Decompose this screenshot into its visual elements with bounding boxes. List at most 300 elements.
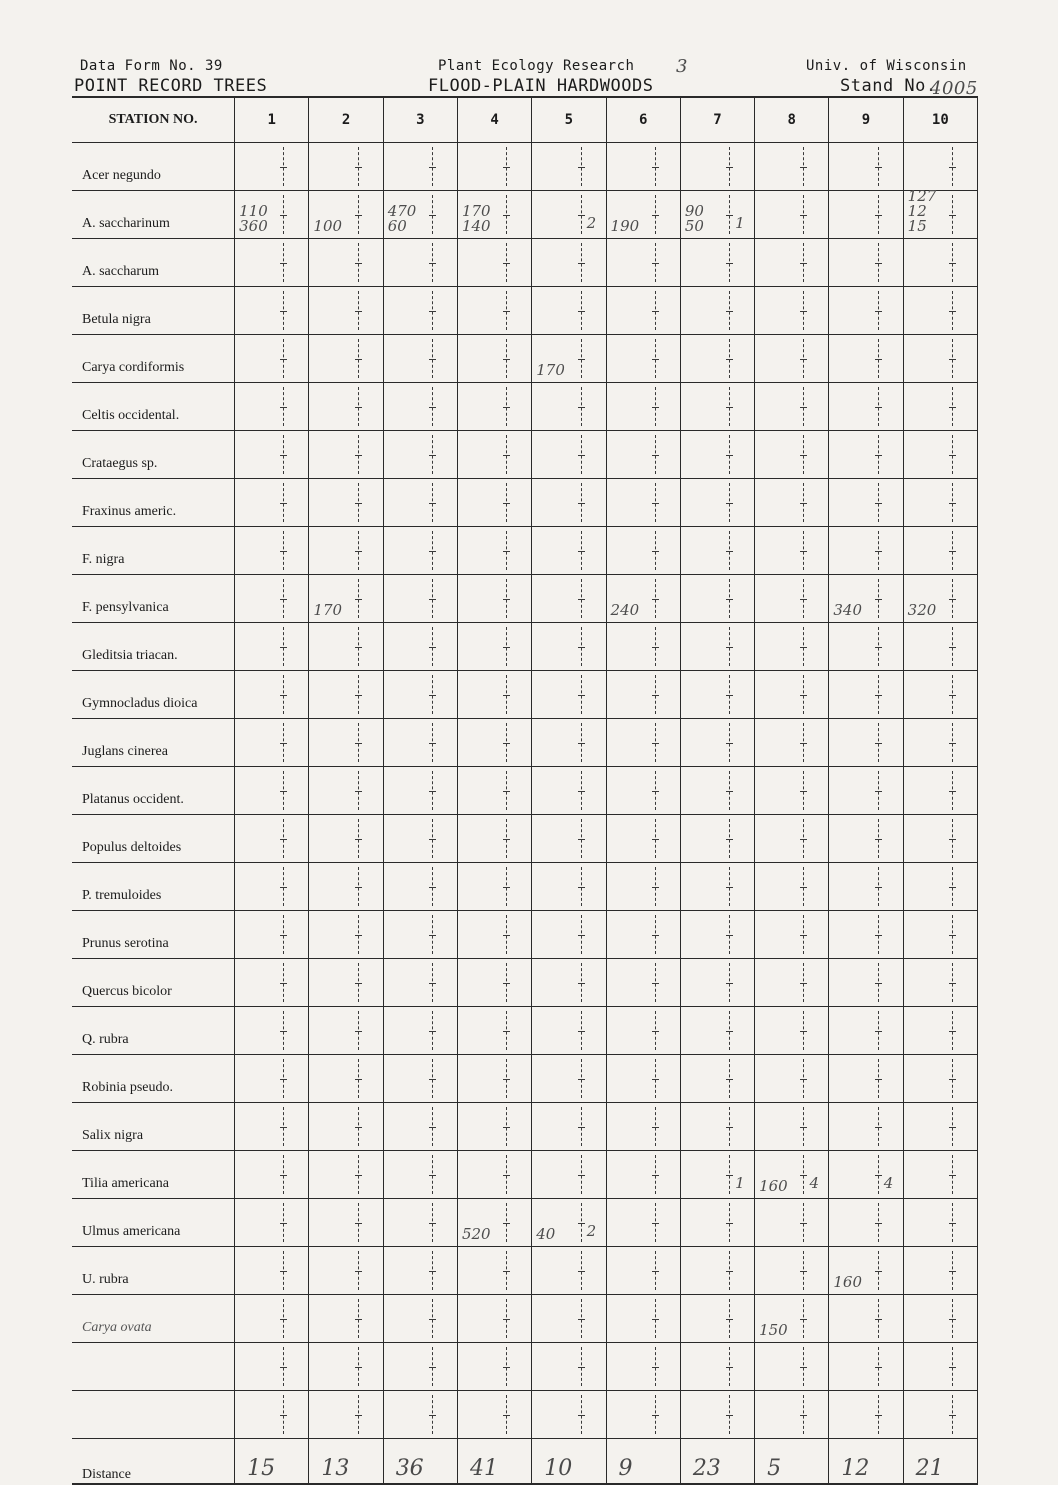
record-cell[interactable] bbox=[532, 287, 606, 335]
record-cell[interactable] bbox=[680, 191, 754, 239]
distance-cell[interactable] bbox=[383, 1439, 457, 1485]
record-cell[interactable] bbox=[903, 1295, 977, 1343]
record-cell[interactable] bbox=[606, 1391, 680, 1439]
record-cell[interactable] bbox=[532, 1151, 606, 1199]
cell-tick bbox=[652, 407, 659, 408]
record-cell[interactable] bbox=[309, 1391, 383, 1439]
record-cell[interactable] bbox=[829, 335, 903, 383]
record-cell[interactable] bbox=[903, 335, 977, 383]
record-cell[interactable] bbox=[383, 959, 457, 1007]
record-cell[interactable] bbox=[457, 719, 531, 767]
record-cell[interactable] bbox=[235, 191, 309, 239]
record-cell[interactable] bbox=[235, 287, 309, 335]
record-cell[interactable] bbox=[383, 383, 457, 431]
record-cell[interactable] bbox=[532, 575, 606, 623]
record-cell[interactable] bbox=[532, 527, 606, 575]
record-cell[interactable] bbox=[235, 959, 309, 1007]
record-cell[interactable] bbox=[680, 1151, 754, 1199]
record-cell[interactable] bbox=[309, 1151, 383, 1199]
record-cell[interactable] bbox=[383, 1199, 457, 1247]
record-cell[interactable] bbox=[903, 527, 977, 575]
record-cell[interactable] bbox=[606, 863, 680, 911]
record-cell[interactable] bbox=[680, 911, 754, 959]
record-cell[interactable] bbox=[755, 1295, 829, 1343]
record-cell[interactable] bbox=[903, 479, 977, 527]
record-cell[interactable] bbox=[829, 191, 903, 239]
record-cell[interactable] bbox=[829, 719, 903, 767]
record-cell[interactable] bbox=[383, 1103, 457, 1151]
record-cell[interactable] bbox=[383, 911, 457, 959]
record-cell[interactable] bbox=[606, 383, 680, 431]
record-cell[interactable] bbox=[532, 191, 606, 239]
record-cell[interactable] bbox=[383, 575, 457, 623]
record-cell[interactable] bbox=[457, 1391, 531, 1439]
record-cell[interactable] bbox=[903, 1391, 977, 1439]
record-cell[interactable] bbox=[309, 1007, 383, 1055]
record-cell[interactable] bbox=[755, 575, 829, 623]
record-cell[interactable] bbox=[606, 1343, 680, 1391]
record-cell[interactable] bbox=[755, 1055, 829, 1103]
record-cell[interactable] bbox=[903, 1055, 977, 1103]
record-cell[interactable] bbox=[235, 719, 309, 767]
record-cell[interactable] bbox=[829, 911, 903, 959]
record-cell[interactable] bbox=[903, 911, 977, 959]
record-cell[interactable] bbox=[680, 671, 754, 719]
species-name: Salix nigra bbox=[72, 1103, 235, 1151]
record-cell[interactable] bbox=[755, 767, 829, 815]
record-cell[interactable] bbox=[680, 1247, 754, 1295]
record-cell[interactable] bbox=[457, 1055, 531, 1103]
record-cell[interactable] bbox=[606, 239, 680, 287]
distance-cell[interactable] bbox=[309, 1439, 383, 1485]
record-cell[interactable] bbox=[309, 1247, 383, 1295]
record-cell[interactable] bbox=[532, 1295, 606, 1343]
distance-cell[interactable] bbox=[532, 1439, 606, 1485]
record-cell[interactable] bbox=[606, 527, 680, 575]
record-cell[interactable] bbox=[457, 1343, 531, 1391]
record-cell[interactable] bbox=[903, 1151, 977, 1199]
record-cell[interactable] bbox=[309, 815, 383, 863]
record-cell[interactable] bbox=[829, 287, 903, 335]
record-cell[interactable] bbox=[755, 1343, 829, 1391]
record-cell[interactable] bbox=[903, 287, 977, 335]
record-cell[interactable] bbox=[903, 431, 977, 479]
record-cell[interactable] bbox=[235, 1103, 309, 1151]
record-cell[interactable] bbox=[829, 767, 903, 815]
record-cell[interactable] bbox=[309, 1055, 383, 1103]
record-cell[interactable] bbox=[235, 1007, 309, 1055]
record-cell[interactable] bbox=[235, 575, 309, 623]
cell-tick bbox=[800, 935, 807, 936]
record-cell[interactable] bbox=[829, 863, 903, 911]
record-cell[interactable] bbox=[606, 767, 680, 815]
record-cell[interactable] bbox=[383, 719, 457, 767]
record-cell[interactable] bbox=[829, 1055, 903, 1103]
record-cell[interactable] bbox=[606, 623, 680, 671]
record-cell[interactable] bbox=[309, 1343, 383, 1391]
record-cell[interactable] bbox=[680, 335, 754, 383]
record-cell[interactable] bbox=[606, 1151, 680, 1199]
cell-tick bbox=[800, 1031, 807, 1032]
tree-count: 1 bbox=[735, 1174, 745, 1192]
record-cell[interactable] bbox=[532, 239, 606, 287]
record-cell[interactable] bbox=[680, 287, 754, 335]
record-cell[interactable] bbox=[235, 431, 309, 479]
record-cell[interactable] bbox=[829, 239, 903, 287]
record-cell[interactable] bbox=[755, 1103, 829, 1151]
record-cell[interactable] bbox=[309, 623, 383, 671]
record-cell[interactable] bbox=[755, 1007, 829, 1055]
record-cell[interactable] bbox=[309, 863, 383, 911]
record-cell[interactable] bbox=[606, 1247, 680, 1295]
record-cell[interactable] bbox=[235, 239, 309, 287]
record-cell[interactable] bbox=[383, 239, 457, 287]
record-cell[interactable] bbox=[680, 143, 754, 191]
record-cell[interactable] bbox=[532, 767, 606, 815]
record-cell[interactable] bbox=[457, 767, 531, 815]
record-cell[interactable] bbox=[606, 1007, 680, 1055]
record-cell[interactable] bbox=[680, 527, 754, 575]
record-cell[interactable] bbox=[532, 1343, 606, 1391]
cell-tick bbox=[949, 647, 956, 648]
record-cell[interactable] bbox=[680, 239, 754, 287]
record-cell[interactable] bbox=[829, 1103, 903, 1151]
record-cell[interactable] bbox=[829, 575, 903, 623]
record-cell[interactable] bbox=[532, 1391, 606, 1439]
record-cell[interactable] bbox=[383, 1343, 457, 1391]
record-cell[interactable] bbox=[235, 1295, 309, 1343]
record-cell[interactable] bbox=[606, 1103, 680, 1151]
record-cell[interactable] bbox=[457, 191, 531, 239]
record-cell[interactable] bbox=[383, 479, 457, 527]
record-cell[interactable] bbox=[829, 815, 903, 863]
record-cell[interactable] bbox=[829, 479, 903, 527]
record-cell[interactable] bbox=[606, 671, 680, 719]
record-cell[interactable] bbox=[680, 1103, 754, 1151]
record-cell[interactable] bbox=[532, 335, 606, 383]
record-cell[interactable] bbox=[680, 719, 754, 767]
distance-cell[interactable] bbox=[457, 1439, 531, 1485]
record-cell[interactable] bbox=[532, 671, 606, 719]
species-row bbox=[72, 431, 978, 479]
record-cell[interactable] bbox=[755, 1391, 829, 1439]
record-cell[interactable] bbox=[235, 767, 309, 815]
record-cell[interactable] bbox=[680, 815, 754, 863]
record-cell[interactable] bbox=[309, 335, 383, 383]
record-cell[interactable] bbox=[680, 863, 754, 911]
record-cell[interactable] bbox=[383, 1055, 457, 1103]
record-cell[interactable] bbox=[755, 287, 829, 335]
cell-tick bbox=[280, 599, 287, 600]
record-cell[interactable] bbox=[829, 1151, 903, 1199]
record-cell[interactable] bbox=[755, 191, 829, 239]
record-cell[interactable] bbox=[383, 863, 457, 911]
record-cell[interactable] bbox=[309, 431, 383, 479]
station-number: 2 bbox=[309, 97, 383, 143]
record-cell[interactable] bbox=[606, 815, 680, 863]
record-cell[interactable] bbox=[235, 1055, 309, 1103]
record-cell[interactable] bbox=[606, 479, 680, 527]
record-cell[interactable] bbox=[383, 1295, 457, 1343]
record-cell[interactable] bbox=[903, 187, 977, 239]
record-cell[interactable] bbox=[903, 623, 977, 671]
record-cell[interactable] bbox=[680, 1007, 754, 1055]
record-cell[interactable] bbox=[309, 479, 383, 527]
record-cell[interactable] bbox=[680, 1055, 754, 1103]
record-cell[interactable] bbox=[755, 479, 829, 527]
record-cell[interactable] bbox=[606, 911, 680, 959]
record-cell[interactable] bbox=[903, 767, 977, 815]
record-cell[interactable] bbox=[235, 383, 309, 431]
record-cell[interactable] bbox=[309, 911, 383, 959]
record-cell[interactable] bbox=[532, 143, 606, 191]
record-cell[interactable] bbox=[680, 767, 754, 815]
record-cell[interactable] bbox=[903, 239, 977, 287]
record-cell[interactable] bbox=[680, 1343, 754, 1391]
record-cell[interactable] bbox=[755, 959, 829, 1007]
record-cell[interactable] bbox=[383, 143, 457, 191]
record-cell[interactable] bbox=[383, 335, 457, 383]
cell-tick bbox=[355, 407, 362, 408]
record-cell[interactable] bbox=[383, 431, 457, 479]
record-cell[interactable] bbox=[235, 1151, 309, 1199]
record-cell[interactable] bbox=[457, 383, 531, 431]
record-cell[interactable] bbox=[755, 383, 829, 431]
record-cell[interactable] bbox=[532, 1247, 606, 1295]
record-cell[interactable] bbox=[457, 911, 531, 959]
record-cell[interactable] bbox=[532, 1055, 606, 1103]
record-cell[interactable] bbox=[532, 1103, 606, 1151]
record-cell[interactable] bbox=[829, 143, 903, 191]
record-cell[interactable] bbox=[457, 815, 531, 863]
record-cell[interactable] bbox=[532, 479, 606, 527]
record-cell[interactable] bbox=[903, 1343, 977, 1391]
record-cell[interactable] bbox=[903, 1007, 977, 1055]
record-cell[interactable] bbox=[383, 815, 457, 863]
record-cell[interactable] bbox=[532, 815, 606, 863]
record-cell[interactable] bbox=[903, 863, 977, 911]
distance-cell[interactable] bbox=[829, 1439, 903, 1485]
record-cell[interactable] bbox=[829, 1247, 903, 1295]
record-cell[interactable] bbox=[532, 431, 606, 479]
record-cell[interactable] bbox=[235, 1199, 309, 1247]
record-cell[interactable] bbox=[532, 719, 606, 767]
cell-tick bbox=[429, 647, 436, 648]
record-cell[interactable] bbox=[755, 1199, 829, 1247]
cell-tick bbox=[875, 455, 882, 456]
record-cell[interactable] bbox=[383, 1247, 457, 1295]
distance-cell[interactable] bbox=[235, 1439, 309, 1485]
record-cell[interactable] bbox=[309, 1199, 383, 1247]
record-cell[interactable] bbox=[606, 1199, 680, 1247]
record-cell[interactable] bbox=[903, 143, 977, 191]
record-cell[interactable] bbox=[606, 719, 680, 767]
record-cell[interactable] bbox=[383, 1007, 457, 1055]
record-cell[interactable] bbox=[903, 1103, 977, 1151]
record-cell[interactable] bbox=[309, 383, 383, 431]
cell-tick bbox=[355, 647, 362, 648]
record-cell[interactable] bbox=[755, 623, 829, 671]
record-cell[interactable] bbox=[903, 383, 977, 431]
record-cell[interactable] bbox=[680, 1391, 754, 1439]
record-cell[interactable] bbox=[829, 671, 903, 719]
record-cell[interactable] bbox=[755, 335, 829, 383]
record-cell[interactable] bbox=[829, 1199, 903, 1247]
record-cell[interactable] bbox=[680, 575, 754, 623]
record-cell[interactable] bbox=[383, 671, 457, 719]
record-cell[interactable] bbox=[903, 959, 977, 1007]
record-cell[interactable] bbox=[829, 1007, 903, 1055]
record-cell[interactable] bbox=[755, 1151, 829, 1199]
record-cell[interactable] bbox=[309, 287, 383, 335]
species-row bbox=[72, 527, 978, 575]
record-cell[interactable] bbox=[457, 1007, 531, 1055]
record-cell[interactable] bbox=[457, 959, 531, 1007]
record-cell[interactable] bbox=[532, 863, 606, 911]
record-cell[interactable] bbox=[383, 287, 457, 335]
record-cell[interactable] bbox=[606, 335, 680, 383]
record-cell[interactable] bbox=[606, 191, 680, 239]
record-cell[interactable] bbox=[383, 527, 457, 575]
record-cell[interactable] bbox=[680, 1199, 754, 1247]
record-cell[interactable] bbox=[235, 1343, 309, 1391]
record-cell[interactable] bbox=[383, 1151, 457, 1199]
record-cell[interactable] bbox=[309, 1103, 383, 1151]
record-cell[interactable] bbox=[309, 239, 383, 287]
record-cell[interactable] bbox=[680, 479, 754, 527]
record-cell[interactable] bbox=[457, 575, 531, 623]
record-cell[interactable] bbox=[755, 815, 829, 863]
record-cell[interactable] bbox=[680, 1295, 754, 1343]
record-cell[interactable] bbox=[235, 911, 309, 959]
record-cell[interactable] bbox=[235, 815, 309, 863]
record-cell[interactable] bbox=[532, 623, 606, 671]
record-cell[interactable] bbox=[532, 959, 606, 1007]
record-cell[interactable] bbox=[457, 863, 531, 911]
record-cell[interactable] bbox=[829, 623, 903, 671]
record-cell[interactable] bbox=[457, 1103, 531, 1151]
record-cell[interactable] bbox=[829, 1295, 903, 1343]
record-cell[interactable] bbox=[457, 623, 531, 671]
record-cell[interactable] bbox=[755, 527, 829, 575]
record-cell[interactable] bbox=[829, 959, 903, 1007]
record-cell[interactable] bbox=[235, 671, 309, 719]
record-cell[interactable] bbox=[235, 623, 309, 671]
record-cell[interactable] bbox=[606, 959, 680, 1007]
record-cell[interactable] bbox=[309, 191, 383, 239]
record-cell[interactable] bbox=[235, 143, 309, 191]
distance-cell[interactable] bbox=[903, 1439, 977, 1485]
record-cell[interactable] bbox=[309, 575, 383, 623]
record-cell[interactable] bbox=[457, 1295, 531, 1343]
record-cell[interactable] bbox=[755, 143, 829, 191]
record-cell[interactable] bbox=[829, 431, 903, 479]
record-cell[interactable] bbox=[680, 431, 754, 479]
record-cell[interactable] bbox=[606, 575, 680, 623]
record-cell[interactable] bbox=[829, 1391, 903, 1439]
record-cell[interactable] bbox=[309, 143, 383, 191]
record-cell[interactable] bbox=[309, 959, 383, 1007]
distance-cell[interactable] bbox=[680, 1439, 754, 1485]
record-cell[interactable] bbox=[829, 527, 903, 575]
record-cell[interactable] bbox=[235, 479, 309, 527]
record-cell[interactable] bbox=[903, 575, 977, 623]
cell-tick bbox=[875, 167, 882, 168]
record-cell[interactable] bbox=[903, 1199, 977, 1247]
record-cell[interactable] bbox=[606, 1295, 680, 1343]
tree-value: 110 360 bbox=[239, 202, 268, 235]
record-cell[interactable] bbox=[755, 719, 829, 767]
record-cell[interactable] bbox=[383, 623, 457, 671]
record-cell[interactable] bbox=[680, 623, 754, 671]
record-cell[interactable] bbox=[457, 671, 531, 719]
record-cell[interactable] bbox=[903, 671, 977, 719]
record-cell[interactable] bbox=[457, 1199, 531, 1247]
station-number: 4 bbox=[457, 97, 531, 143]
record-cell[interactable] bbox=[309, 767, 383, 815]
record-cell[interactable] bbox=[755, 671, 829, 719]
distance-cell[interactable] bbox=[606, 1439, 680, 1485]
record-cell[interactable] bbox=[309, 671, 383, 719]
cell-tick bbox=[800, 743, 807, 744]
record-cell[interactable] bbox=[829, 383, 903, 431]
record-cell[interactable] bbox=[680, 383, 754, 431]
record-cell[interactable] bbox=[606, 143, 680, 191]
record-cell[interactable] bbox=[606, 431, 680, 479]
record-cell[interactable] bbox=[532, 1007, 606, 1055]
record-cell[interactable] bbox=[532, 383, 606, 431]
record-cell[interactable] bbox=[755, 911, 829, 959]
record-cell[interactable] bbox=[457, 1151, 531, 1199]
record-cell[interactable] bbox=[383, 191, 457, 239]
record-cell[interactable] bbox=[235, 1247, 309, 1295]
record-cell[interactable] bbox=[457, 431, 531, 479]
record-cell[interactable] bbox=[235, 335, 309, 383]
record-cell[interactable] bbox=[235, 863, 309, 911]
record-cell[interactable] bbox=[903, 1247, 977, 1295]
record-cell[interactable] bbox=[903, 815, 977, 863]
record-cell[interactable] bbox=[457, 143, 531, 191]
record-cell[interactable] bbox=[309, 1295, 383, 1343]
record-cell[interactable] bbox=[457, 479, 531, 527]
record-cell[interactable] bbox=[532, 1199, 606, 1247]
record-cell[interactable] bbox=[457, 239, 531, 287]
record-cell[interactable] bbox=[309, 719, 383, 767]
record-cell[interactable] bbox=[235, 527, 309, 575]
record-cell[interactable] bbox=[755, 1247, 829, 1295]
distance-cell[interactable] bbox=[755, 1439, 829, 1485]
cell-tick bbox=[652, 551, 659, 552]
record-cell[interactable] bbox=[457, 1247, 531, 1295]
record-cell[interactable] bbox=[383, 767, 457, 815]
record-cell[interactable] bbox=[755, 431, 829, 479]
record-cell[interactable] bbox=[383, 1391, 457, 1439]
record-cell[interactable] bbox=[457, 287, 531, 335]
record-cell[interactable] bbox=[457, 335, 531, 383]
record-cell[interactable] bbox=[755, 863, 829, 911]
tree-count: 4 bbox=[883, 1174, 894, 1192]
record-cell[interactable] bbox=[903, 719, 977, 767]
record-cell[interactable] bbox=[680, 959, 754, 1007]
record-cell[interactable] bbox=[532, 911, 606, 959]
record-cell[interactable] bbox=[235, 1391, 309, 1439]
record-cell[interactable] bbox=[457, 527, 531, 575]
record-cell[interactable] bbox=[606, 287, 680, 335]
record-cell[interactable] bbox=[309, 527, 383, 575]
record-cell[interactable] bbox=[755, 239, 829, 287]
record-cell[interactable] bbox=[606, 1055, 680, 1103]
record-cell[interactable] bbox=[829, 1343, 903, 1391]
